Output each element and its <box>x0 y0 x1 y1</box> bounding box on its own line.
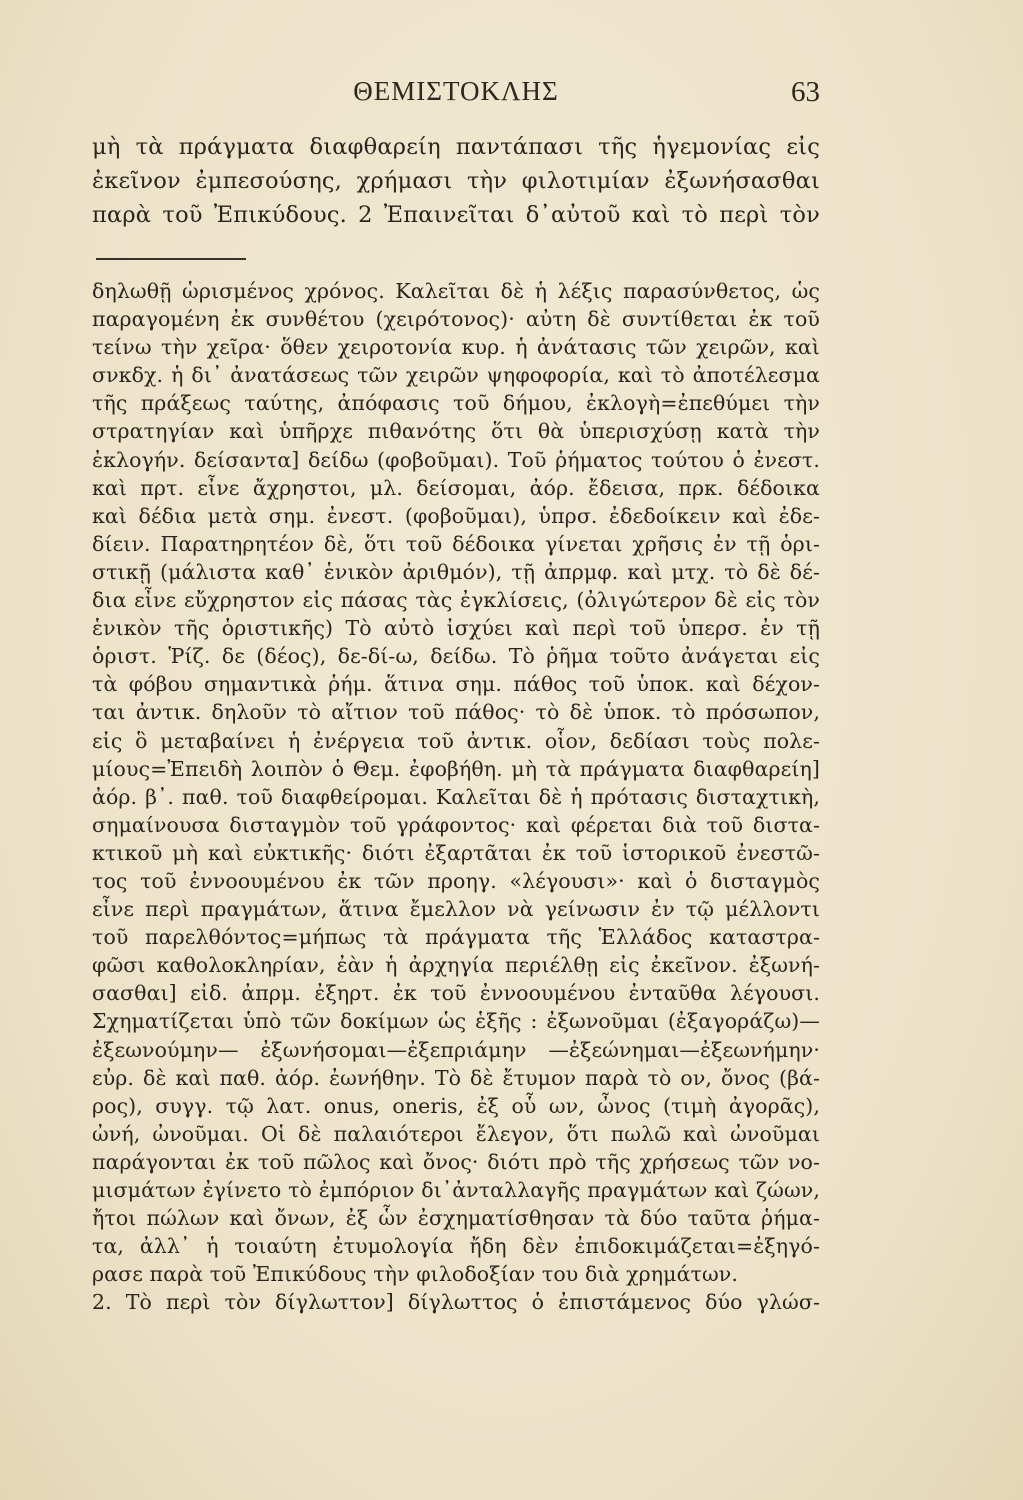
note-line: ἑνικὸν τῆς ὁριστικῆς) Τὸ αὐτὸ ἰσχύει καὶ περὶ τοῦ ὑπερσ. ἐν τῇ <box>92 616 820 641</box>
note-line: κτικοῦ μὴ καὶ εὐκτικῆς· διότι ἐξαρτᾶται ἐκ τοῦ ἱστορικοῦ ἐνεστῶ- <box>92 840 820 865</box>
note-line: ρασε παρὰ τοῦ Ἐπικύδους τὴν φιλοδοξίαν του διὰ χρημάτων. <box>92 1262 738 1287</box>
note-line: ὁριστ. Ῥίζ. δε (δέος), δε-δί-ω, δείδω. Τὸ ῥῆμα τοῦτο ἀνάγεται εἰς <box>92 644 820 669</box>
note-line: στικῇ (μάλιστα καθ᾽ ἑνικὸν ἀριθμόν), τῇ ἀπρμφ. καὶ μτχ. τὸ δὲ δέ- <box>92 559 820 584</box>
note-line: δίειν. Παρατηρητέον δὲ, ὅτι τοῦ δέδοικα γίνεται χρῆσις ἐν τῇ ὁρι- <box>92 531 820 556</box>
note-line: τείνω τὴν χεῖρα· ὅθεν χειροτονία κυρ. ἡ ἀνάτασις τῶν χειρῶν, καὶ <box>92 335 820 360</box>
note-line: Σχηματίζεται ὑπὸ τῶν δοκίμων ὡς ἑξῆς : ἐξωνοῦμαι (ἐξαγοράζω)— <box>92 1009 820 1034</box>
page-number: 63 <box>791 76 820 108</box>
note-line: στρατηγίαν καὶ ὑπῆρχε πιθανότης ὅτι θὰ ὑπερισχύσῃ κατὰ τὴν <box>92 419 820 444</box>
note-line: παραγομένη ἐκ συνθέτου (χειρότονος)· αὐτη δὲ συντίθεται ἐκ τοῦ <box>92 307 820 332</box>
note-line: εὐρ. δὲ καὶ παθ. ἀόρ. ἐωνήθην. Τὸ δὲ ἔτυμον παρὰ τὸ ον, ὄνος (βά- <box>92 1065 820 1090</box>
note-line: τα, ἀλλ᾽ ἡ τοιαύτη ἐτυμολογία ἤδη δὲν ἐπιδοκιμάζεται=ἐξηγό- <box>92 1234 820 1259</box>
note-line: παράγονται ἐκ τοῦ πῶλος καὶ ὄνος· διότι πρὸ τῆς χρήσεως τῶν νο- <box>92 1149 820 1174</box>
note-line: ται ἀντικ. δηλοῦν τὸ αἴτιον τοῦ πάθος· τὸ δὲ ὑποκ. τὸ πρόσωπον, <box>92 700 820 725</box>
note-line: ἐξεωνούμην— ἐξωνήσομαι—ἐξεπριάμην —ἐξεώνημαι—ἐξεωνήμην· <box>92 1037 820 1062</box>
note-line: ὠνή, ὠνοῦμαι. Οἱ δὲ παλαιότεροι ἔλεγον, ὅτι πωλῶ καὶ ὠνοῦμαι <box>92 1121 820 1146</box>
note-line: καὶ πρτ. εἶνε ἄχρηστοι, μλ. δείσομαι, ἀόρ. ἔδεισα, πρκ. δέδοικα <box>92 475 820 500</box>
note-line: δηλωθῇ ὡρισμένος χρόνος. Καλεῖται δὲ ἡ λέξις παρασύνθετος, ὡς <box>92 279 820 303</box>
note-line: εἶνε περὶ πραγμάτων, ἅτινα ἔμελλον νὰ γείνωσιν ἐν τῷ μέλλοντι <box>92 897 820 922</box>
note-line: τοῦ παρελθόντος=μήπως τὰ πράγματα τῆς Ἑλλάδος καταστρα- <box>92 925 820 950</box>
note-line: ρος), συγγ. τῷ λατ. onus, oneris, ἐξ οὗ ων, ὦνος (τιμὴ ἀγορᾶς), <box>92 1093 820 1118</box>
note-line: ἀόρ. β᾽. παθ. τοῦ διαφθείρομαι. Καλεῖται δὲ ἡ πρότασις δισταχτικὴ, <box>92 784 820 809</box>
note-line: σημαίνουσα δισταγμὸν τοῦ γράφοντος· καὶ φέρεται διὰ τοῦ διστα- <box>92 812 820 837</box>
note-line: σασθαι] εἰδ. ἀπρμ. ἐξηρτ. ἐκ τοῦ ἐννοουμένου ἐνταῦθα λέγουσι. <box>92 981 820 1006</box>
main-text-line: παρὰ τοῦ Ἐπικύδους. 2 Ἐπαινεῖται δ᾽αὐτοῦ καὶ τὸ περὶ τὸν <box>92 202 820 228</box>
note-line: εἰς ὃ μεταβαίνει ἡ ἐνέργεια τοῦ ἀντικ. οἷον, δεδίασι τοὺς πολε- <box>92 728 820 753</box>
main-text-line: μὴ τὰ πράγματα διαφθαρείη παντάπασι τῆς ἡγεμονίας εἰς <box>92 134 820 160</box>
note-line: δια εἶνε εὔχρηστον εἰς πάσας τὰς ἐγκλίσεις, (ὀλιγώτερον δὲ εἰς τὸν <box>92 588 820 613</box>
note-line: καὶ δέδια μετὰ σημ. ἐνεστ. (φοβοῦμαι), ὑπρσ. ἐδεδοίκειν καὶ ἐδε- <box>92 503 820 528</box>
commentary-notes <box>92 277 820 1316</box>
running-header <box>92 76 820 116</box>
footnote-divider <box>96 258 246 260</box>
running-title: ΘΕΜΙΣΤΟΚΛΗΣ <box>353 76 559 106</box>
note-line: φῶσι καθολοκληρίαν, ἐὰν ἡ ἀρχηγία περιέλθῃ εἰς ἐκεῖνον. ἐξωνή- <box>92 953 820 978</box>
note-line: σνκδχ. ἡ δι᾽ ἀνατάσεως τῶν χειρῶν ψηφοφορία, καὶ τὸ ἀποτέλεσμα <box>92 363 820 388</box>
note-line: ἐκλογήν. δείσαντα] δείδω (φοβοῦμαι). Τοῦ ῥήματος τούτου ὁ ἐνεστ. <box>92 447 820 472</box>
main-text-line: ἐκεῖνον ἐμπεσούσης, χρήμασι τὴν φιλοτιμίαν ἐξωνήσασθαι <box>92 168 820 194</box>
note-line: τος τοῦ ἐννοουμένου ἐκ τῶν προηγ. «λέγουσι»· καὶ ὁ δισταγμὸς <box>92 868 820 893</box>
note-line: τὰ φόβου σημαντικὰ ῥήμ. ἅτινα σημ. πάθος τοῦ ὑποκ. καὶ δέχον- <box>92 672 820 697</box>
note-line: ἤτοι πώλων καὶ ὄνων, ἐξ ὧν ἐσχηματίσθησαν τὰ δύο ταῦτα ῥήμα- <box>92 1206 820 1231</box>
note-line: 2. Τὸ περὶ τὸν δίγλωττον] δίγλωττος ὁ ἐπιστάμενος δύο γλώσ- <box>92 1290 820 1315</box>
note-line: μίους=Ἐπειδὴ λοιπὸν ὁ Θεμ. ἐφοβήθη. μὴ τὰ πράγματα διαφθαρείη] <box>92 756 820 781</box>
main-text <box>92 130 820 232</box>
note-line: τῆς πράξεως ταύτης, ἀπόφασις τοῦ δήμου, ἐκλογὴ=ἐπεθύμει τὴν <box>92 391 820 416</box>
note-line: μισμάτων ἐγίνετο τὸ ἐμπόριον δι᾽ἀνταλλαγῆς πραγμάτων καὶ ζώων, <box>92 1178 820 1202</box>
